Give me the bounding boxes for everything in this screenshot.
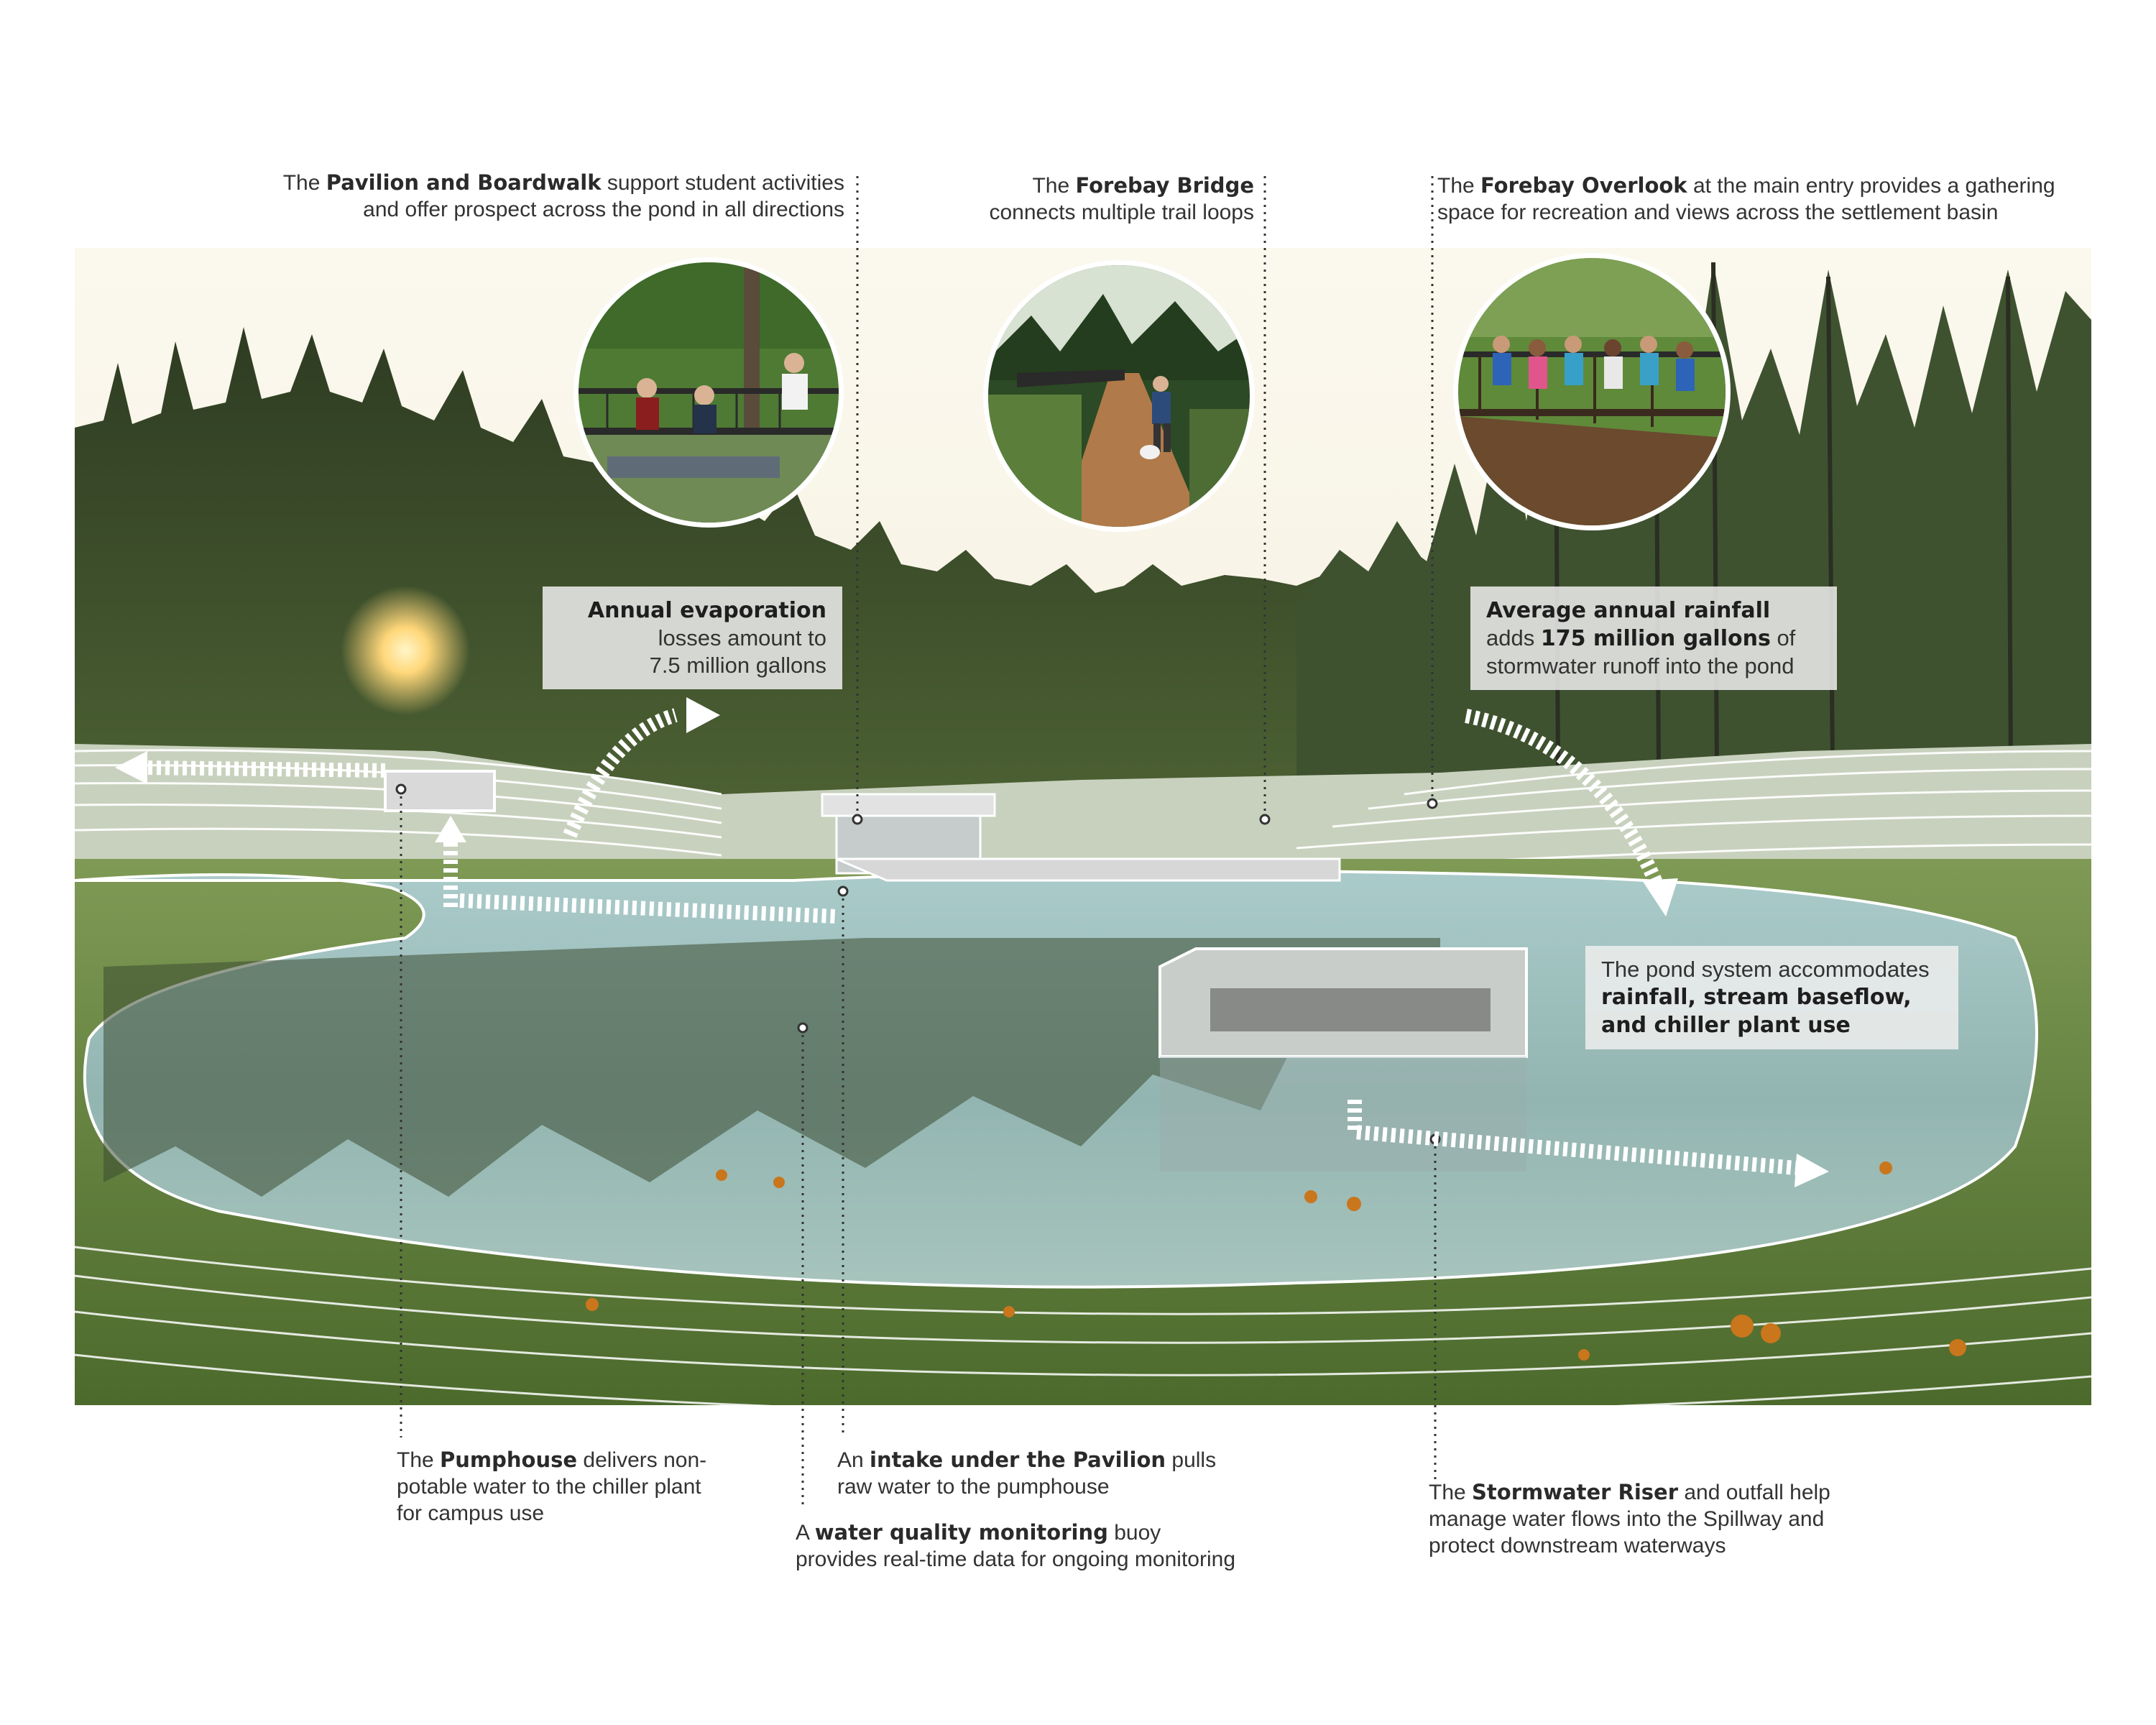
pavilion-caption: The Pavilion and Boardwalk support student activities and offer prospect across the pond in all directions	[282, 170, 844, 221]
flow-arrows	[144, 715, 1797, 1168]
pavilion-photo	[573, 257, 844, 528]
leader-lines	[401, 176, 1435, 1509]
evaporation-callout: Annual evaporation losses amount to 7.5 million gallons	[543, 586, 842, 689]
pumphouse-caption: The Pumphouse delivers non- potable water to the chiller plant for campus use	[397, 1448, 707, 1525]
overlook-photo	[1453, 253, 1731, 530]
leader-dots	[397, 785, 1439, 1144]
riser-caption: The Stormwater Riser and outfall help manage water flows into the Spillway and protect downstream waterways	[1429, 1480, 1830, 1558]
pond-system-callout: The pond system accommodates rainfall, stream baseflow, and chiller plant use	[1585, 946, 1958, 1049]
forebay-overlook-caption: The Forebay Overlook at the main entry provides a gathering space for recreation and views across the settlement basin	[1437, 173, 2055, 224]
bridge-photo	[983, 260, 1255, 532]
intake-caption: An intake under the Pavilion pulls raw water to the pumphouse	[837, 1448, 1217, 1499]
buoy-caption: A water quality monitoring buoy provides real-time data for ongoing monitoring	[796, 1520, 1235, 1571]
rainfall-callout: Average annual rainfall adds 175 million gallons of stormwater runoff into the pond	[1470, 586, 1837, 690]
forebay-bridge-caption: The Forebay Bridge connects multiple trail loops	[989, 173, 1254, 224]
